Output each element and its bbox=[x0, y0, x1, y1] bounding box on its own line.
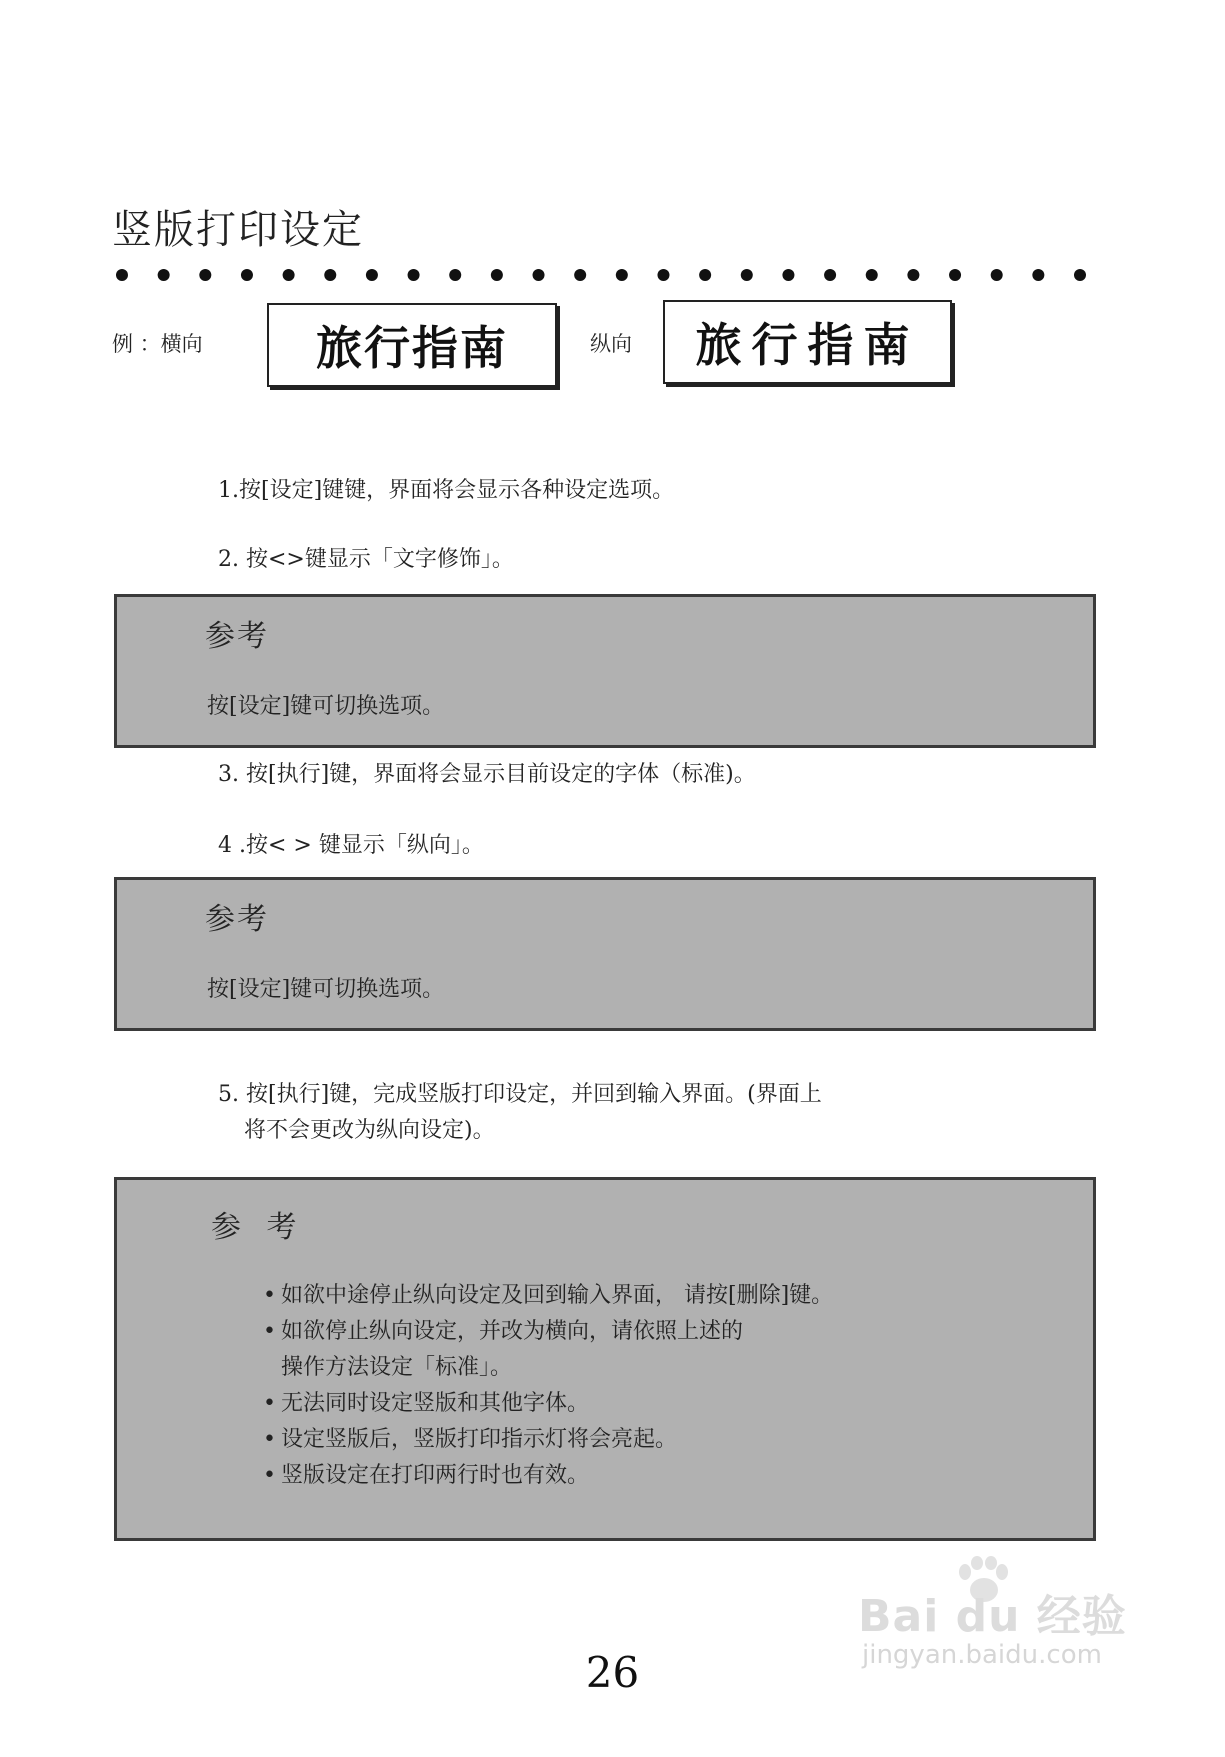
step-5-line-2: 将不会更改为纵向设定)。 bbox=[244, 1118, 495, 1143]
divider-dot bbox=[866, 269, 878, 281]
note-bullet-list bbox=[263, 1278, 833, 1494]
watermark-url: jingyan.baidu.com bbox=[862, 1640, 1102, 1670]
divider-dot bbox=[491, 269, 503, 281]
divider-dot bbox=[199, 269, 211, 281]
note-title: 参 考 bbox=[211, 1210, 305, 1245]
divider-dot bbox=[241, 269, 253, 281]
list-item: • 如欲中途停止纵向设定及回到输入界面， 请按[删除]键。 bbox=[263, 1278, 833, 1314]
example-label: 例 ：横向 bbox=[112, 332, 203, 356]
horizontal-sample-text: 旅行指南 bbox=[316, 321, 508, 375]
list-item bbox=[263, 1314, 833, 1386]
divider-dot bbox=[907, 269, 919, 281]
page-number: 26 bbox=[585, 1648, 640, 1697]
note-box-2 bbox=[114, 877, 1096, 1031]
divider-dot bbox=[782, 269, 794, 281]
step-3: 3. 按[执行]键，界面将会显示目前设定的字体（标准)。 bbox=[218, 762, 756, 787]
divider-dot bbox=[741, 269, 753, 281]
divider-dot bbox=[283, 269, 295, 281]
divider-dot bbox=[824, 269, 836, 281]
step-4: 4 .按< > 键显示「纵向」。 bbox=[218, 833, 484, 858]
divider-dot bbox=[408, 269, 420, 281]
divider-dot bbox=[949, 269, 961, 281]
divider-dot bbox=[991, 269, 1003, 281]
note-title: 参考 bbox=[205, 902, 269, 937]
vertical-sample-char: 旅行指南 bbox=[695, 318, 920, 372]
note-box-1 bbox=[114, 594, 1096, 748]
divider-dot bbox=[449, 269, 461, 281]
vertical-sample-box bbox=[663, 300, 952, 384]
divider-dot bbox=[116, 269, 128, 281]
step-1: 1.按[设定]键键，界面将会显示各种设定选项。 bbox=[218, 478, 675, 503]
note-box-3 bbox=[114, 1177, 1096, 1541]
divider-dot bbox=[158, 269, 170, 281]
divider-dot bbox=[616, 269, 628, 281]
divider-dot bbox=[574, 269, 586, 281]
list-item: • 设定竖版后，竖版打印指示灯将会亮起。 bbox=[263, 1422, 833, 1458]
list-item: • 竖版设定在打印两行时也有效。 bbox=[263, 1458, 833, 1494]
note-title: 参考 bbox=[205, 619, 269, 654]
page-title: 竖版打印设定 bbox=[112, 207, 364, 253]
vertical-label: 纵向 bbox=[590, 332, 632, 356]
divider-dot bbox=[324, 269, 336, 281]
list-item: • 无法同时设定竖版和其他字体。 bbox=[263, 1386, 833, 1422]
divider-dot bbox=[657, 269, 669, 281]
watermark-logo: Bai du 经验 bbox=[858, 1591, 1127, 1642]
divider-dot bbox=[1032, 269, 1044, 281]
note-text: 按[设定]键可切换选项。 bbox=[207, 694, 445, 719]
horizontal-sample-box bbox=[267, 303, 557, 387]
note-text: 按[设定]键可切换选项。 bbox=[207, 977, 445, 1002]
step-5-line-1: 5. 按[执行]键，完成竖版打印设定，并回到输入界面。(界面上 bbox=[218, 1082, 822, 1107]
list-item-line: • 如欲停止纵向设定，并改为横向，请依照上述的 bbox=[281, 1319, 744, 1344]
divider-dot bbox=[533, 269, 545, 281]
divider-dot bbox=[699, 269, 711, 281]
step-5 bbox=[218, 1077, 938, 1149]
dotted-divider bbox=[116, 264, 1086, 286]
list-item-continuation: 操作方法设定「标准」。 bbox=[281, 1355, 513, 1380]
step-2: 2. 按<>键显示「文字修饰」。 bbox=[218, 547, 514, 572]
divider-dot bbox=[366, 269, 378, 281]
divider-dot bbox=[1074, 269, 1086, 281]
